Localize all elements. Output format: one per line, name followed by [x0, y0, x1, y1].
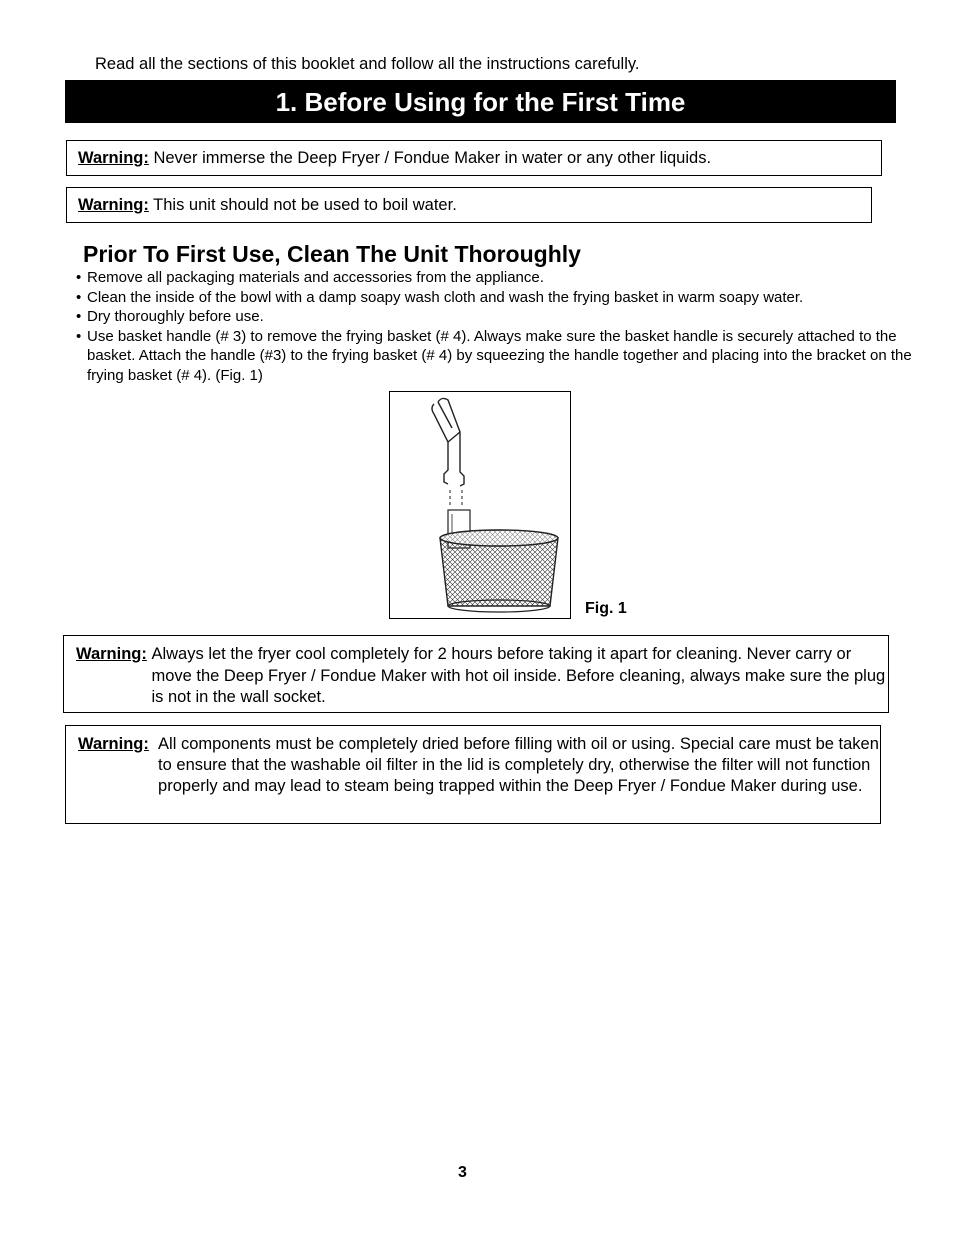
list-item-text: Dry thoroughly before use. — [87, 308, 264, 325]
bullet-icon: • — [76, 308, 82, 325]
basket-illustration — [389, 391, 571, 619]
cleaning-subheading: Prior To First Use, Clean The Unit Thoroughly — [83, 241, 581, 267]
section-title: 1. Before Using for the First Time — [65, 80, 896, 123]
warning-label: Warning: — [76, 645, 147, 663]
warning-label: Warning: — [78, 735, 149, 753]
warning-box-drying — [65, 725, 881, 824]
intro-text: Read all the sections of this booklet and follow all the instructions carefully. — [95, 55, 640, 73]
warning-label: Warning: — [78, 149, 149, 167]
list-item — [76, 288, 916, 308]
warning-box-immerse — [66, 140, 882, 176]
bullet-icon: • — [76, 269, 82, 286]
bullet-icon: • — [76, 288, 82, 306]
warning-box-cooling — [63, 635, 889, 713]
basket-handle-icon — [390, 392, 570, 618]
warning-text: Always let the fryer cool completely for 2 hours before taking it apart for cleaning. Never carry or move the Deep Fryer / Fondue Maker with hot oil inside. Before cleaning, always make sure the plug is not in the wall socket. — [151, 645, 886, 706]
list-item-text: Remove all packaging materials and accessories from the appliance. — [87, 269, 544, 286]
warning-text: This unit should not be used to boil water. — [153, 196, 457, 214]
bullet-icon: • — [76, 327, 82, 345]
figure-label: Fig. 1 — [585, 600, 627, 617]
warning-text: All components must be completely dried before filling with oil or using. Special care must be taken to ensure that the washable oil filter in the lid is completely dry, otherwise the filter will not function properly and may lead to steam being trapped within the Deep Fryer / Fondue Maker during use. — [158, 735, 879, 795]
list-item — [76, 327, 916, 386]
cleaning-bullet-list — [76, 268, 916, 385]
warning-label: Warning: — [78, 196, 149, 214]
list-item — [76, 307, 916, 327]
list-item — [76, 268, 916, 288]
page-number: 3 — [458, 1164, 467, 1181]
warning-box-boil-water — [66, 187, 872, 223]
warning-text: Never immerse the Deep Fryer / Fondue Maker in water or any other liquids. — [153, 149, 712, 167]
list-item-text: Use basket handle (# 3) to remove the frying basket (# 4). Always make sure the basket handle is securely attached to the basket. Attach the handle (#3) to the frying basket (# 4) by squeezing the handle together and placing into the bracket on the frying basket (# 4). (Fig. 1) — [87, 327, 912, 384]
list-item-text: Clean the inside of the bowl with a damp soapy wash cloth and wash the frying basket in warm soapy water. — [87, 288, 804, 306]
